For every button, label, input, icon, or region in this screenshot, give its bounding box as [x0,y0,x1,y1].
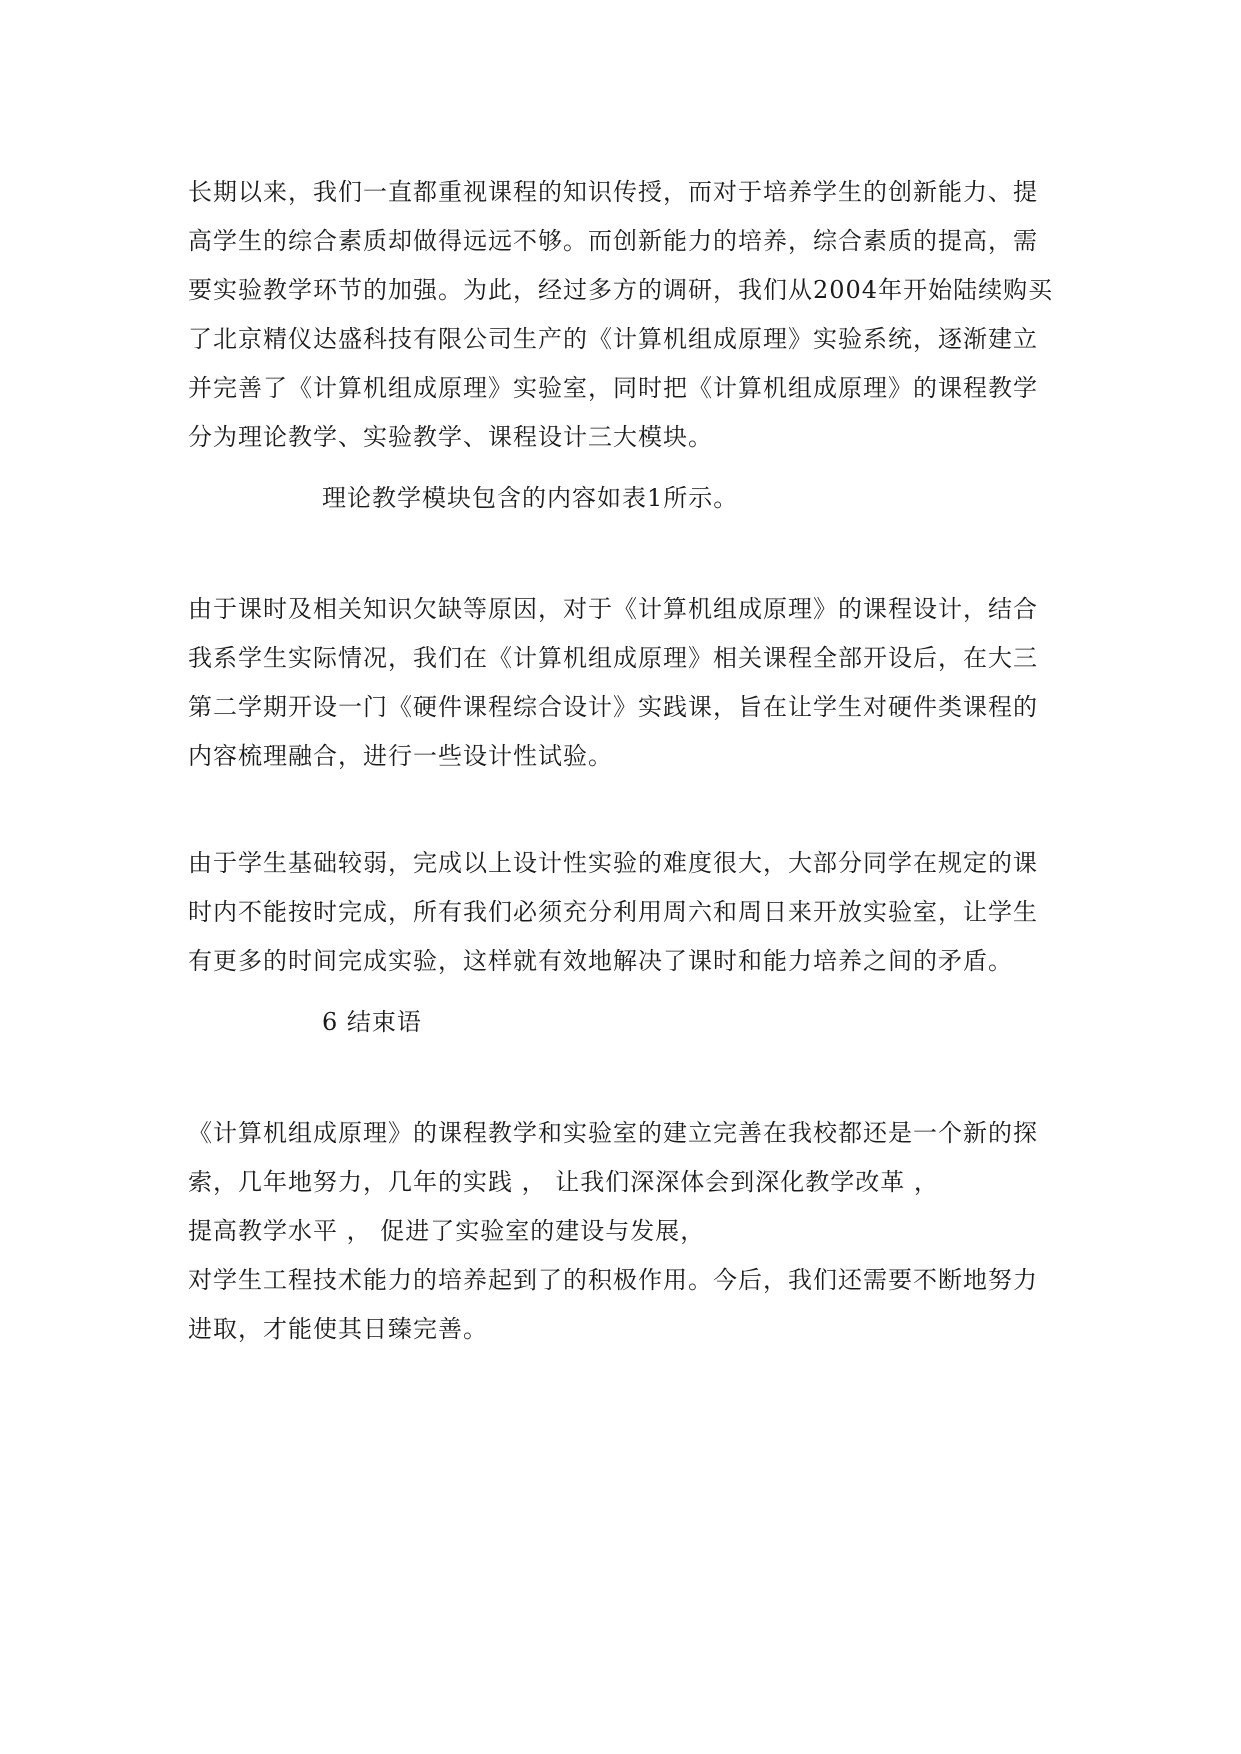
paragraph-line: 第二学期开设一门《硬件课程综合设计》实践课，旨在让学生对硬件类课程的 [188,693,1038,721]
section-heading: 6 结束语 [322,1008,422,1036]
paragraph-line: 分为理论教学、实验教学、课程设计三大模块。 [188,423,713,451]
paragraph-line: 内容梳理融合，进行一些设计性试验。 [188,742,613,770]
paragraph-line: 并完善了《计算机组成原理》实验室，同时把《计算机组成原理》的课程教学 [188,374,1038,402]
paragraph-line: 由于学生基础较弱，完成以上设计性实验的难度很大，大部分同学在规定的课 [188,849,1038,877]
paragraph-line: 提高教学水平 ， 促进了实验室的建设与发展， [188,1217,706,1245]
paragraph-line: 索，几年地努力，几年的实践 ， 让我们深深体会到深化教学改革 ， [188,1168,939,1196]
paragraph-line: 由于课时及相关知识欠缺等原因，对于《计算机组成原理》的课程设计，结合 [188,595,1038,623]
paragraph-line: 《计算机组成原理》的课程教学和实验室的建立完善在我校都还是一个新的探 [188,1119,1038,1147]
paragraph-line: 时内不能按时完成，所有我们必须充分利用周六和周日来开放实验室，让学生 [188,898,1038,926]
paragraph-line: 了北京精仪达盛科技有限公司生产的《计算机组成原理》实验系统，逐渐建立 [188,325,1038,353]
table-reference: 理论教学模块包含的内容如表1所示。 [322,484,739,512]
paragraph-line: 要实验教学环节的加强。为此，经过多方的调研，我们从2004年开始陆续购买 [188,276,1054,304]
paragraph-line: 对学生工程技术能力的培养起到了的积极作用。今后，我们还需要不断地努力 [188,1266,1038,1294]
paragraph-line: 高学生的综合素质却做得远远不够。而创新能力的培养，综合素质的提高，需 [188,227,1038,255]
paragraph-line: 有更多的时间完成实验，这样就有效地解决了课时和能力培养之间的矛盾。 [188,947,1013,975]
paragraph-line: 我系学生实际情况，我们在《计算机组成原理》相关课程全部开设后，在大三 [188,644,1038,672]
paragraph-line: 进取，才能使其日臻完善。 [188,1315,488,1343]
paragraph-line: 长期以来，我们一直都重视课程的知识传授，而对于培养学生的创新能力、提 [188,178,1038,206]
